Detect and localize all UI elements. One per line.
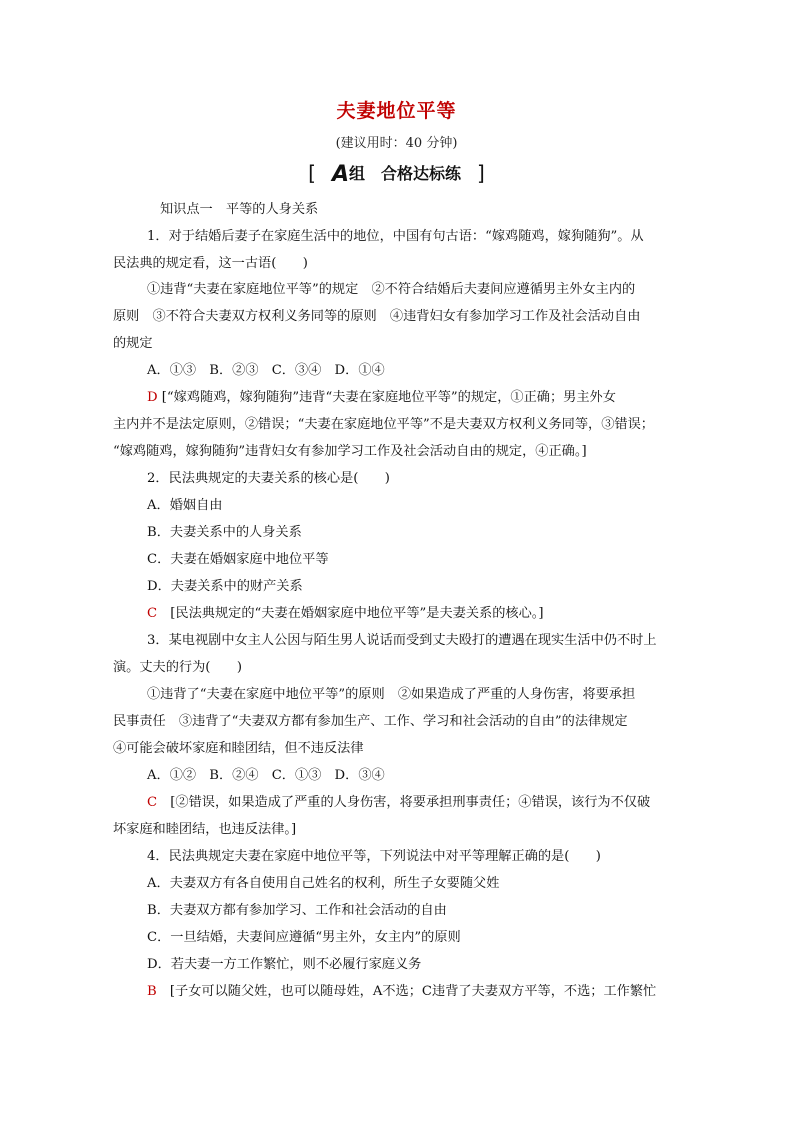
q1-statement-line2: 原则 ③不符合夫妻双方权利义务同等的原则 ④违背妇女有参加学习工作及社会活动自由 — [113, 309, 641, 324]
q3-options: A．①② B．②④ C．①③ D．③④ — [147, 768, 385, 783]
q1-explanation-line1: D [“嫁鸡随鸡，嫁狗随狗”违背“夫妻在家庭地位平等”的规定，①正确；男主外女 — [147, 390, 616, 405]
q3-statement-line1: ①违背了“夫妻在家庭中地位平等”的原则 ②如果造成了严重的人身伤害，将要承担 — [147, 687, 636, 702]
q2-option-a: A．婚姻自由 — [147, 498, 223, 513]
q1-explanation-line2: 主内并不是法定原则，②错误；“夫妻在家庭地位平等”不是夫妻双方权利义务同等，③错误； — [113, 417, 654, 432]
page-title: 夫妻地位平等 — [336, 100, 457, 122]
group-bracket-left: [ — [308, 161, 316, 185]
q1-options: A．①③ B．②③ C．③④ D．①④ — [147, 363, 385, 378]
group-label: 组 — [349, 164, 366, 183]
q1-statement-line1: ①违背“夫妻在家庭地位平等”的规定 ②不符合结婚后夫妻间应遵循男主外女主内的 — [147, 282, 636, 297]
q3-stem-line2: 演。丈夫的行为( ) — [113, 660, 242, 675]
q4-option-a: A．夫妻双方有各自使用自己姓名的权利，所生子女要随父姓 — [147, 876, 500, 891]
q2-answer-letter: C — [147, 606, 158, 621]
q4-option-c: C．一旦结婚，夫妻间应遵循“男主外，女主内”的原则 — [147, 930, 461, 945]
section-heading: 知识点一 平等的人身关系 — [160, 202, 319, 217]
group-letter: A — [331, 162, 349, 187]
group-bracket-right: ] — [477, 161, 485, 185]
q2-stem: 2．民法典规定的夫妻关系的核心是( ) — [147, 471, 390, 486]
group-name: 合格达标练 — [381, 164, 462, 183]
q3-statement-line3: ④可能会破坏家庭和睦团结，但不违反法律 — [113, 741, 364, 756]
q4-stem: 4．民法典规定夫妻在家庭中地位平等，下列说法中对平等理解正确的是( ) — [147, 849, 601, 864]
q3-statement-line2: 民事责任 ③违背了“夫妻双方都有参加生产、工作、学习和社会活动的自由”的法律规定 — [113, 714, 628, 729]
q3-explanation-line1: C [②错误，如果造成了严重的人身伤害，将要承担刑事责任；④错误，该行为不仅破 — [147, 795, 651, 810]
q1-statement-line3: 的规定 — [113, 336, 153, 351]
group-banner — [0, 161, 793, 187]
q4-option-b: B．夫妻双方都有参加学习、工作和社会活动的自由 — [147, 903, 447, 918]
suggested-time: (建议用时：40 分钟) — [335, 136, 458, 151]
q1-explanation-line3: “嫁鸡随鸡，嫁狗随狗”违背妇女有参加学习工作及社会活动自由的规定，④正确。] — [113, 444, 587, 459]
q1-stem-line2: 民法典的规定看，这一古语( ) — [113, 256, 308, 271]
q1-answer-letter: D — [147, 390, 158, 405]
q4-option-d: D．若夫妻一方工作繁忙，则不必履行家庭义务 — [147, 957, 422, 972]
q3-explanation-line2: 坏家庭和睦团结，也违反法律。] — [113, 822, 297, 837]
q2-option-b: B．夫妻关系中的人身关系 — [147, 525, 302, 540]
q1-stem-line1: 1．对于结婚后妻子在家庭生活中的地位，中国有句古语：“嫁鸡随鸡，嫁狗随狗”。从 — [147, 229, 644, 244]
q3-answer-letter: C — [147, 795, 158, 810]
q2-explanation: C [民法典规定的“夫妻在婚姻家庭中地位平等”是夫妻关系的核心。] — [147, 606, 544, 621]
q2-option-c: C．夫妻在婚姻家庭中地位平等 — [147, 552, 329, 567]
q2-option-d: D．夫妻关系中的财产关系 — [147, 579, 303, 594]
q3-stem-line1: 3．某电视剧中女主人公因与陌生男人说话而受到丈夫殴打的遭遇在现实生活中仍不时上 — [147, 633, 657, 648]
q4-answer-letter: B — [147, 984, 157, 999]
q4-explanation-line1: B [子女可以随父姓，也可以随母姓，A不选；C违背了夫妻双方平等，不选；工作繁忙 — [147, 984, 657, 999]
